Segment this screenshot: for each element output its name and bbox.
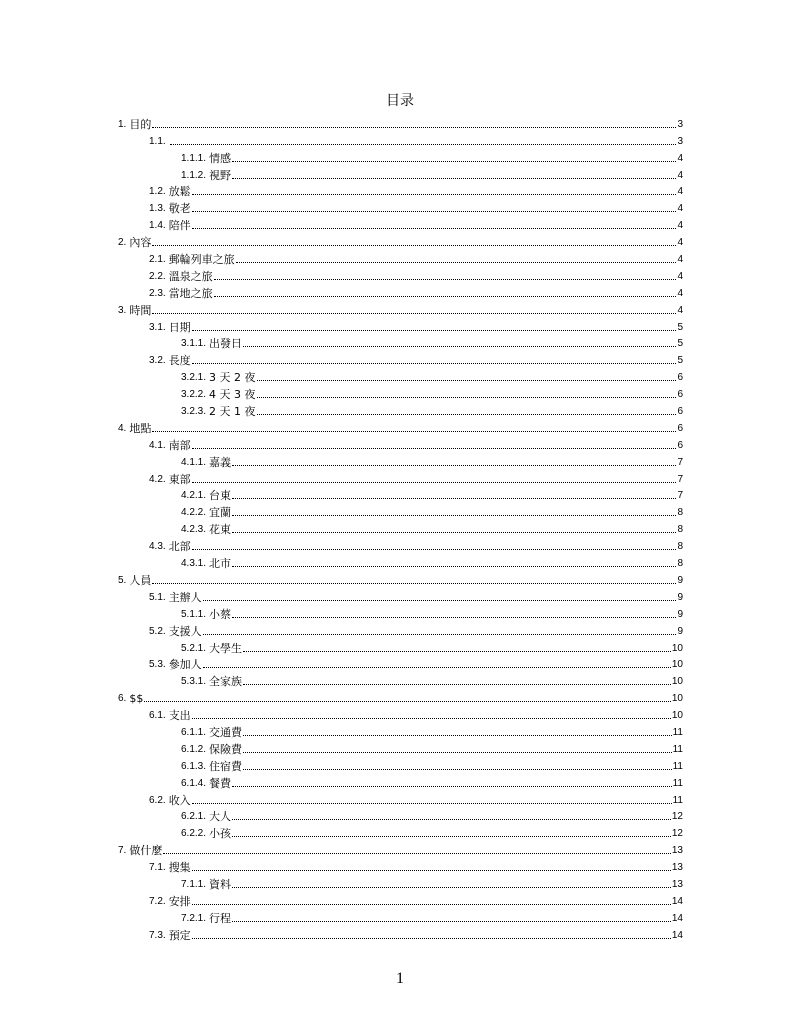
toc-entry-title: 大人	[209, 810, 232, 824]
toc-entry-page: 4	[677, 186, 683, 198]
toc-entry-number: 6.2.2.	[181, 828, 207, 840]
toc-entry-number: 3.1.	[149, 321, 166, 333]
toc-entry-page: 9	[677, 574, 683, 586]
toc-entry-page: 7	[677, 490, 683, 502]
toc-entry-title: 北部	[168, 540, 191, 554]
toc-entry-title: 陪伴	[168, 219, 191, 233]
toc-dot-leader	[243, 346, 676, 347]
toc-entry-page: 9	[677, 608, 683, 620]
toc-entry-page: 6	[677, 372, 683, 384]
toc-entry[interactable]	[118, 570, 683, 587]
toc-entry-title: 郵輪列車之旅	[168, 253, 235, 267]
toc-entry-number: 4.2.2.	[181, 507, 207, 519]
toc-entry-title: 嘉義	[209, 455, 232, 469]
toc-entry-title: 大學生	[209, 641, 243, 655]
toc-entry-page: 14	[671, 929, 683, 941]
toc-dot-leader	[232, 566, 676, 567]
toc-entry-title: 2 天 1 夜	[209, 405, 256, 419]
toc-entry-page: 7	[677, 473, 683, 485]
toc-entry-number: 5.3.	[149, 659, 166, 671]
toc-entry-title: 全家族	[209, 675, 243, 689]
toc-dot-leader	[192, 194, 677, 195]
toc-dot-leader	[152, 583, 676, 584]
toc-dot-leader	[232, 617, 676, 618]
toc-entry-number: 5.1.	[149, 591, 166, 603]
toc-entry-page: 9	[677, 591, 683, 603]
toc-entry-title: 資料	[209, 877, 232, 891]
toc-entry[interactable]	[118, 148, 683, 165]
toc-entry-number: 3.2.3.	[181, 406, 207, 418]
toc-dot-leader	[243, 735, 672, 736]
toc-entry-page: 4	[677, 304, 683, 316]
toc-entry[interactable]	[118, 705, 683, 722]
toc-dot-leader	[192, 718, 671, 719]
toc-entry-title: 宜蘭	[209, 506, 232, 520]
toc-entry-page: 3	[677, 118, 683, 130]
toc-entry-page: 13	[671, 862, 683, 874]
toc-entry-number: 6.2.1.	[181, 811, 207, 823]
toc-entry-title: 東部	[168, 472, 191, 486]
toc-entry-title: 人員	[129, 573, 152, 587]
toc-entry-page: 8	[677, 524, 683, 536]
toc-entry-number: 5.3.1.	[181, 676, 207, 688]
toc-dot-leader	[152, 127, 676, 128]
toc-entry-number: 2.3.	[149, 287, 166, 299]
toc-dot-leader	[243, 752, 672, 753]
toc-entry-page: 5	[677, 338, 683, 350]
toc-entry-title: 安排	[168, 894, 191, 908]
toc-entry-title: 當地之旅	[168, 286, 213, 300]
toc-entry-title: 地點	[129, 421, 152, 435]
toc-entry-number: 7.3.	[149, 929, 166, 941]
toc-entry-number: 2.	[118, 237, 127, 249]
toc-dot-leader	[192, 211, 677, 212]
toc-dot-leader	[236, 262, 677, 263]
toc-entry-number: 6.1.3.	[181, 760, 207, 772]
toc-entry[interactable]	[118, 435, 683, 452]
toc-entry-title: 4 天 3 夜	[209, 388, 256, 402]
toc-entry-number: 6.1.2.	[181, 743, 207, 755]
toc-entry[interactable]	[118, 266, 683, 283]
toc-entry[interactable]	[118, 198, 683, 215]
toc-entry-number: 1.1.2.	[181, 169, 207, 181]
toc-entry-title: 3 天 2 夜	[209, 371, 256, 385]
toc-entry-page: 10	[671, 659, 683, 671]
toc-dot-leader	[192, 482, 677, 483]
toc-entry[interactable]	[118, 587, 683, 604]
toc-dot-leader	[232, 465, 676, 466]
toc-entry[interactable]	[118, 638, 683, 655]
toc-entry-title: 支援人	[168, 624, 202, 638]
toc-entry[interactable]	[118, 452, 683, 469]
toc-entry[interactable]	[118, 401, 683, 418]
toc-entry-title: 搜集	[168, 861, 191, 875]
toc-entry-number: 1.1.	[149, 135, 166, 147]
toc-entry-page: 4	[677, 287, 683, 299]
toc-dot-leader	[192, 904, 671, 905]
toc-entry-number: 7.2.	[149, 895, 166, 907]
toc-entry-page: 11	[672, 743, 683, 755]
toc-entry-number: 6.1.4.	[181, 777, 207, 789]
toc-entry[interactable]	[118, 249, 683, 266]
toc-entry[interactable]	[118, 300, 683, 317]
toc-entry-number: 5.	[118, 574, 127, 586]
toc-entry-page: 9	[677, 625, 683, 637]
toc-entry[interactable]	[118, 502, 683, 519]
toc-entry[interactable]	[118, 739, 683, 756]
toc-entry-title: 支出	[168, 709, 191, 723]
toc-entry[interactable]	[118, 334, 683, 351]
toc-entry[interactable]	[118, 655, 683, 672]
toc-entry-title: 內容	[129, 236, 152, 250]
toc-entry-number: 1.1.1.	[181, 152, 207, 164]
toc-entry-number: 4.1.1.	[181, 456, 207, 468]
toc-dot-leader	[170, 144, 677, 145]
toc-entry-number: 5.2.	[149, 625, 166, 637]
toc-entry-title: 主辦人	[168, 590, 202, 604]
toc-entry[interactable]	[118, 857, 683, 874]
toc-entry-title: 參加人	[168, 658, 202, 672]
toc-entry-page: 4	[677, 152, 683, 164]
toc-entry-title: $$	[129, 692, 144, 706]
toc-entry-number: 4.2.3.	[181, 524, 207, 536]
toc-entry-number: 7.2.1.	[181, 912, 207, 924]
toc-entry[interactable]	[118, 671, 683, 688]
toc-entry-page: 11	[672, 726, 683, 738]
toc-entry-number: 6.1.	[149, 710, 166, 722]
toc-entry-title: 收入	[168, 793, 191, 807]
toc-entry[interactable]	[118, 840, 683, 857]
toc-entry-page: 6	[677, 406, 683, 418]
toc-entry[interactable]	[118, 925, 683, 942]
toc-entry-page: 12	[671, 811, 683, 823]
toc-dot-leader	[152, 245, 676, 246]
toc-dot-leader	[243, 651, 671, 652]
toc-entry-number: 4.3.1.	[181, 558, 207, 570]
toc-entry-page: 6	[677, 439, 683, 451]
toc-entry-number: 6.	[118, 693, 127, 705]
toc-entry-page: 8	[677, 541, 683, 553]
toc-entry-page: 10	[671, 676, 683, 688]
toc-dot-leader	[192, 938, 671, 939]
toc-entry[interactable]	[118, 790, 683, 807]
toc-entry-title: 溫泉之旅	[168, 269, 213, 283]
toc-dot-leader	[232, 819, 671, 820]
toc-entry-page: 11	[672, 760, 683, 772]
toc-dot-leader	[232, 178, 676, 179]
toc-entry[interactable]	[118, 519, 683, 536]
toc-entry[interactable]	[118, 553, 683, 570]
toc-entry-page: 8	[677, 507, 683, 519]
toc-entry-page: 6	[677, 422, 683, 434]
toc-dot-leader	[232, 161, 676, 162]
toc-dot-leader	[232, 532, 676, 533]
toc-entry-number: 3.2.	[149, 355, 166, 367]
toc-entry[interactable]	[118, 756, 683, 773]
toc-entry-page: 10	[671, 710, 683, 722]
toc-entry-title: 情感	[209, 151, 232, 165]
toc-entry-page: 11	[672, 794, 683, 806]
toc-entry-number: 5.2.1.	[181, 642, 207, 654]
toc-dot-leader	[232, 921, 671, 922]
toc-entry-title: 長度	[168, 354, 191, 368]
toc-entry-number: 7.1.1.	[181, 878, 207, 890]
toc-entry-number: 1.	[118, 118, 127, 130]
toc-entry[interactable]	[118, 604, 683, 621]
page-number: 1	[396, 970, 404, 987]
toc-dot-leader	[192, 803, 672, 804]
toc-dot-leader	[192, 870, 671, 871]
toc-dot-leader	[232, 786, 672, 787]
toc-dot-leader	[192, 330, 677, 331]
toc-entry-title: 敬老	[168, 202, 191, 216]
toc-entry-number: 6.2.	[149, 794, 166, 806]
toc-dot-leader	[152, 313, 676, 314]
toc-dot-leader	[192, 228, 677, 229]
toc-entry-title: 北市	[209, 557, 232, 571]
toc-entry-title: 放鬆	[168, 185, 191, 199]
toc-entry-page: 12	[671, 828, 683, 840]
toc-entry-number: 3.2.2.	[181, 389, 207, 401]
toc-entry-number: 7.1.	[149, 862, 166, 874]
toc-dot-leader	[257, 380, 677, 381]
toc-dot-leader	[152, 431, 676, 432]
toc-entry-number: 4.2.	[149, 473, 166, 485]
toc-entry-page: 4	[677, 237, 683, 249]
toc-dot-leader	[243, 684, 671, 685]
toc-dot-leader	[257, 397, 677, 398]
toc-dot-leader	[203, 600, 677, 601]
toc-entry-number: 4.	[118, 422, 127, 434]
toc-entry-title: 目的	[129, 117, 152, 131]
toc-entry-number: 1.4.	[149, 220, 166, 232]
toc-entry-page: 4	[677, 254, 683, 266]
toc-dot-leader	[144, 701, 671, 702]
toc-entry-page: 8	[677, 558, 683, 570]
toc-dot-leader	[192, 549, 677, 550]
toc-entry-page: 4	[677, 220, 683, 232]
toc-entry[interactable]	[118, 773, 683, 790]
toc-entry[interactable]	[118, 891, 683, 908]
toc-entry[interactable]	[118, 350, 683, 367]
toc-entry[interactable]	[118, 908, 683, 925]
toc-entry-page: 4	[677, 203, 683, 215]
toc-entry-title: 小蔡	[209, 607, 232, 621]
toc-entry[interactable]	[118, 688, 683, 705]
toc-entry-title: 出發日	[209, 337, 243, 351]
toc-entry-title: 餐費	[209, 776, 232, 790]
toc-entry-page: 5	[677, 321, 683, 333]
toc-entry-title: 南部	[168, 438, 191, 452]
toc-entry-page: 3	[677, 135, 683, 147]
toc-entry-title: 小孩	[209, 827, 232, 841]
toc-entry[interactable]	[118, 165, 683, 182]
toc-entry[interactable]	[118, 317, 683, 334]
toc-entry-title: 日期	[168, 320, 191, 334]
toc-entry-title: 保險費	[209, 742, 243, 756]
toc-entry-title: 交通費	[209, 725, 243, 739]
toc-dot-leader	[214, 279, 677, 280]
toc-entry-page: 5	[677, 355, 683, 367]
toc-entry-page: 4	[677, 169, 683, 181]
toc-entry-title: 台東	[209, 489, 232, 503]
toc-entry-title: 住宿費	[209, 759, 243, 773]
toc-entry[interactable]	[118, 486, 683, 503]
toc-entry-title: 花東	[209, 523, 232, 537]
toc-dot-leader	[232, 887, 671, 888]
toc-entry-page: 10	[671, 693, 683, 705]
toc-entry-number: 1.2.	[149, 186, 166, 198]
toc-entry-page: 6	[677, 389, 683, 401]
toc-dot-leader	[203, 667, 671, 668]
toc-dot-leader	[232, 498, 676, 499]
toc-entry[interactable]	[118, 283, 683, 300]
toc-entry[interactable]	[118, 215, 683, 232]
toc-entry[interactable]	[118, 384, 683, 401]
toc-title: 目录	[386, 94, 414, 109]
toc-entry[interactable]	[118, 182, 683, 199]
toc-entry[interactable]	[118, 131, 683, 148]
toc-entry-title: 行程	[209, 911, 232, 925]
toc-entry-title: 視野	[209, 168, 232, 182]
toc-entry-page: 4	[677, 270, 683, 282]
toc-entry-number: 4.3.	[149, 541, 166, 553]
toc-entry[interactable]	[118, 367, 683, 384]
toc-entry-page: 14	[671, 895, 683, 907]
toc-dot-leader	[232, 515, 676, 516]
toc-entry-number: 4.2.1.	[181, 490, 207, 502]
toc-entry[interactable]	[118, 823, 683, 840]
toc-entry-page: 14	[671, 912, 683, 924]
toc-entry[interactable]	[118, 621, 683, 638]
toc-entry-number: 2.1.	[149, 254, 166, 266]
toc-dot-leader	[192, 448, 677, 449]
toc-list	[118, 114, 683, 942]
toc-entry-page: 10	[671, 642, 683, 654]
toc-entry[interactable]	[118, 469, 683, 486]
toc-entry-number: 3.	[118, 304, 127, 316]
toc-entry-title: 做什麼	[129, 844, 163, 858]
toc-entry[interactable]	[118, 807, 683, 824]
toc-entry-page: 13	[671, 878, 683, 890]
toc-dot-leader	[257, 414, 677, 415]
toc-entry[interactable]	[118, 874, 683, 891]
toc-entry-number: 4.1.	[149, 439, 166, 451]
toc-dot-leader	[192, 363, 677, 364]
toc-entry-number: 3.1.1.	[181, 338, 207, 350]
toc-entry-number: 2.2.	[149, 270, 166, 282]
toc-dot-leader	[203, 634, 677, 635]
toc-dot-leader	[163, 853, 671, 854]
toc-entry-page: 13	[671, 845, 683, 857]
toc-entry-number: 3.2.1.	[181, 372, 207, 384]
toc-dot-leader	[214, 296, 677, 297]
toc-entry-number: 1.3.	[149, 203, 166, 215]
toc-dot-leader	[232, 836, 671, 837]
toc-entry[interactable]	[118, 114, 683, 131]
toc-dot-leader	[243, 769, 672, 770]
toc-entry[interactable]	[118, 418, 683, 435]
toc-entry[interactable]	[118, 722, 683, 739]
toc-entry-number: 7.	[118, 845, 127, 857]
toc-entry-page: 11	[672, 777, 683, 789]
toc-entry-page: 7	[677, 456, 683, 468]
toc-entry-title: 時間	[129, 303, 152, 317]
toc-entry[interactable]	[118, 536, 683, 553]
toc-entry-title: 預定	[168, 928, 191, 942]
toc-entry-number: 6.1.1.	[181, 726, 207, 738]
toc-entry-number: 5.1.1.	[181, 608, 207, 620]
toc-entry[interactable]	[118, 232, 683, 249]
